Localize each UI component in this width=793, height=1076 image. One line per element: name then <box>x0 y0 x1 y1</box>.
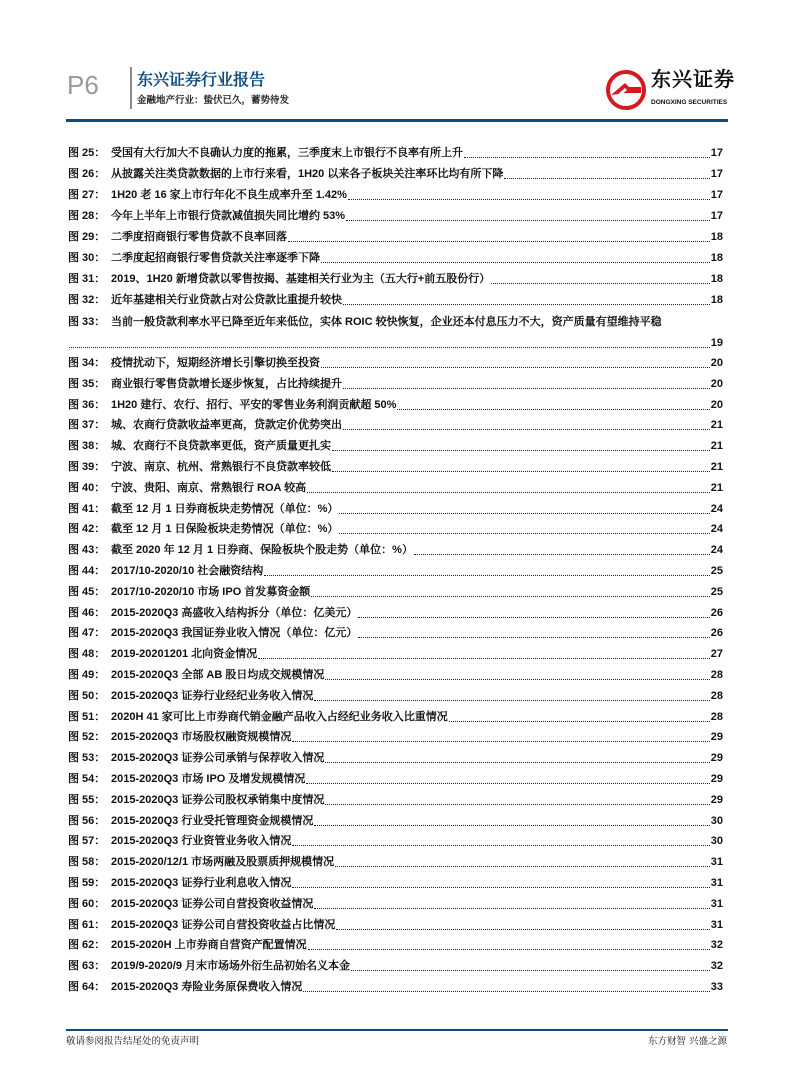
figure-number: 图 53： <box>68 752 106 765</box>
figure-number: 图 37： <box>68 419 106 432</box>
figure-title: 2015-2020Q3 市场股权融资规模情况 <box>111 731 292 744</box>
figure-title: 2015-2020Q3 证券公司自营投资收益情况 <box>111 897 314 910</box>
toc-entry[interactable] <box>68 751 723 766</box>
figure-number: 图 34： <box>68 357 106 369</box>
page-number: 33 <box>710 981 723 993</box>
figure-title: 2015-2020Q3 高盛收入结构拆分（单位：亿美元） <box>111 606 358 619</box>
dot-leader <box>332 471 710 472</box>
figure-title: 2017/10-2020/10 社会融资结构 <box>111 565 264 577</box>
toc-entry[interactable] <box>68 626 723 641</box>
company-logo <box>605 68 735 112</box>
dot-leader <box>336 929 709 930</box>
figure-title: 二季度起招商银行零售贷款关注率逐季下降 <box>111 252 320 264</box>
toc-entry-continuation[interactable] <box>68 336 723 351</box>
figure-title: 城、农商行不良贷款率更低，资产质量更扎实 <box>111 440 331 453</box>
page-number: 31 <box>710 918 723 931</box>
figure-title: 2017/10-2020/10 市场 IPO 首发募资金额 <box>111 585 311 598</box>
toc-entry[interactable] <box>68 585 723 600</box>
figure-number: 图 52： <box>68 731 106 744</box>
logo-subtext: DONGXING SECURITIES <box>651 99 728 106</box>
figure-number: 图 44： <box>68 565 106 577</box>
toc-entry[interactable] <box>68 730 723 745</box>
dot-leader <box>321 367 710 368</box>
toc-entry[interactable] <box>68 772 723 787</box>
toc-entry[interactable] <box>68 481 723 496</box>
figure-title: 从披露关注类贷款数据的上市行来看，1H20 以来各子板块关注率环比均有所下降 <box>111 168 504 180</box>
page-number: 24 <box>710 502 723 515</box>
footer-slogan: 东方财智 兴盛之源 <box>647 1036 727 1047</box>
dot-leader <box>343 388 710 389</box>
page-number: 24 <box>710 544 723 557</box>
figure-number: 图 58： <box>68 856 106 869</box>
page-number: 20 <box>710 377 723 390</box>
toc-entry[interactable] <box>68 564 723 579</box>
toc-entry[interactable] <box>68 418 723 433</box>
toc-entry[interactable] <box>68 377 723 392</box>
toc-entry[interactable] <box>68 502 723 517</box>
figure-number: 图 30： <box>68 252 106 264</box>
page-number: P6 <box>67 70 99 100</box>
dot-leader <box>491 283 710 284</box>
page-number: 30 <box>710 814 723 827</box>
figure-title: 2019、1H20 新增贷款以零售按揭、基建相关行业为主（五大行+前五股份行） <box>111 273 491 285</box>
figure-number: 图 50： <box>68 689 106 702</box>
page-number: 25 <box>710 565 723 577</box>
dot-leader <box>325 762 709 763</box>
page-number: 29 <box>710 773 723 785</box>
dot-leader <box>69 347 710 348</box>
dot-leader <box>358 637 709 638</box>
toc-entry[interactable] <box>68 146 723 161</box>
page-number: 29 <box>710 752 723 765</box>
page-number: 24 <box>710 523 723 536</box>
page-number: 18 <box>710 273 723 285</box>
page-number: 25 <box>710 585 723 598</box>
page-number: 21 <box>710 461 723 473</box>
figure-title: 2015-2020/12/1 市场两融及股票质押规模情况 <box>111 856 335 869</box>
figure-number: 图 59： <box>68 877 106 889</box>
toc-entry[interactable] <box>68 814 723 829</box>
figure-number: 图 25： <box>68 147 106 159</box>
page-number: 17 <box>710 189 723 201</box>
page-number: 32 <box>710 960 723 973</box>
dot-leader <box>325 804 709 805</box>
figure-title: 今年上半年上市银行贷款减值损失同比增约 53% <box>111 210 346 222</box>
figure-title: 2015-2020Q3 行业资管业务收入情况 <box>111 835 292 848</box>
toc-entry[interactable] <box>68 356 723 371</box>
figure-title: 近年基建相关行业贷款占对公贷款比重提升较快 <box>111 294 342 306</box>
dot-leader <box>303 991 709 992</box>
dot-leader <box>325 679 709 680</box>
toc-entry[interactable] <box>68 439 723 454</box>
header-rule <box>66 119 728 122</box>
figure-number: 图 54： <box>68 773 106 785</box>
dot-leader <box>348 199 710 200</box>
page-number: 26 <box>710 606 723 619</box>
dot-leader <box>292 845 709 846</box>
page-number: 28 <box>710 710 723 723</box>
figure-number: 图 35： <box>68 377 106 390</box>
figure-title: 二季度招商银行零售贷款不良率回落 <box>111 231 287 243</box>
dot-leader <box>264 575 710 576</box>
dot-leader <box>343 304 710 305</box>
toc-entry[interactable] <box>68 460 723 475</box>
toc-entry[interactable] <box>68 543 723 558</box>
dot-leader <box>339 533 709 534</box>
footer-disclaimer: 敬请参阅报告结尾处的免责声明 <box>66 1036 200 1047</box>
dot-leader <box>332 450 710 451</box>
dot-leader <box>397 409 709 410</box>
figure-number: 图 27： <box>68 189 106 201</box>
figure-title: 2015-2020Q3 证券公司承销与保荐收入情况 <box>111 752 325 765</box>
figure-title: 截至 12 月 1 日保险板块走势情况（单位：%） <box>111 523 339 536</box>
figure-number: 图 63： <box>68 960 106 973</box>
figure-title: 2015-2020Q3 证券行业利息收入情况 <box>111 877 292 889</box>
figure-title: 截至 2020 年 12 月 1 日券商、保险板块个股走势（单位：%） <box>111 544 413 557</box>
figure-number: 图 32： <box>68 294 106 306</box>
figure-number: 图 26： <box>68 168 106 180</box>
dot-leader <box>307 492 710 493</box>
figure-number: 图 33： <box>68 316 106 328</box>
dot-leader <box>449 721 710 722</box>
figure-title: 商业银行零售贷款增长逐步恢复，占比持续提升 <box>111 377 342 390</box>
figure-title: 2015-2020Q3 市场 IPO 及增发规模情况 <box>111 773 306 785</box>
footer-rule <box>66 1029 728 1031</box>
figure-number: 图 61： <box>68 918 106 931</box>
figure-title: 2019-20201201 北向资金情况 <box>111 648 258 661</box>
figure-title: 2020H 41 家可比上市券商代销金融产品收入占经纪业务收入比重情况 <box>111 710 448 723</box>
page-number: 17 <box>710 210 723 222</box>
figure-number: 图 47： <box>68 627 106 640</box>
logo-emblem-icon <box>605 69 647 111</box>
figure-number: 图 41： <box>68 502 106 515</box>
figure-title: 2015-2020Q3 我国证券业收入情况（单位：亿元） <box>111 627 358 640</box>
dot-leader <box>306 783 709 784</box>
toc-entry[interactable] <box>68 938 723 953</box>
figure-number: 图 43： <box>68 544 106 557</box>
page-number: 20 <box>710 398 723 411</box>
figure-title: 城、农商行贷款收益率更高，贷款定价优势突出 <box>111 419 342 432</box>
logo-text: 东兴证券 <box>651 69 735 91</box>
figure-number: 图 45： <box>68 585 106 598</box>
toc-entry[interactable] <box>68 398 723 413</box>
page-number: 21 <box>710 419 723 432</box>
report-subtitle: 金融地产行业：蛰伏已久，蓄势待发 <box>137 95 290 106</box>
toc-entry[interactable] <box>68 689 723 704</box>
page-number: 20 <box>710 357 723 369</box>
figure-title: 2015-2020Q3 证券公司自营投资收益占比情况 <box>111 918 336 931</box>
dot-leader <box>311 596 709 597</box>
toc-entry[interactable] <box>68 834 723 849</box>
figure-title: 2015-2020Q3 全部 AB 股日均成交规模情况 <box>111 669 325 681</box>
toc-entry[interactable] <box>68 315 723 330</box>
page-number: 21 <box>710 481 723 494</box>
figure-title: 2015-2020Q3 证券公司股权承销集中度情况 <box>111 793 325 806</box>
toc-entry[interactable] <box>68 209 723 224</box>
dot-leader <box>346 220 710 221</box>
figure-title: 2015-2020Q3 行业受托管理资金规模情况 <box>111 814 314 827</box>
figure-number: 图 55： <box>68 793 106 806</box>
figure-title: 截至 12 月 1 日券商板块走势情况（单位：%） <box>111 502 339 515</box>
figure-number: 图 38： <box>68 440 106 453</box>
dot-leader <box>339 513 709 514</box>
dot-leader <box>258 658 710 659</box>
figure-number: 图 39： <box>68 461 106 473</box>
page-number: 21 <box>710 440 723 453</box>
figure-title: 2019/9-2020/9 月末市场场外衍生品初始名义本金 <box>111 960 351 973</box>
toc-entry[interactable] <box>68 522 723 537</box>
page-number: 18 <box>710 252 723 264</box>
figure-number: 图 57： <box>68 835 106 848</box>
figure-number: 图 46： <box>68 606 106 619</box>
figure-number: 图 36： <box>68 398 106 411</box>
dot-leader <box>292 887 709 888</box>
toc-entry[interactable] <box>68 606 723 621</box>
page-number: 32 <box>710 939 723 952</box>
dot-leader <box>314 908 709 909</box>
toc-entry[interactable] <box>68 293 723 308</box>
figure-title: 宁波、南京、杭州、常熟银行不良贷款率较低 <box>111 461 331 473</box>
toc-entry[interactable] <box>68 876 723 891</box>
figure-number: 图 51： <box>68 710 106 723</box>
page-number: 26 <box>710 627 723 640</box>
page-number: 18 <box>710 294 723 306</box>
page-number: 17 <box>710 147 723 159</box>
figure-number: 图 28： <box>68 210 106 222</box>
dot-leader <box>335 866 710 867</box>
dot-leader <box>504 178 709 179</box>
page-number: 28 <box>710 669 723 681</box>
dot-leader <box>351 970 710 971</box>
toc-entry[interactable] <box>68 647 723 662</box>
figure-number: 图 60： <box>68 897 106 910</box>
toc-entry[interactable] <box>68 793 723 808</box>
dot-leader <box>314 825 709 826</box>
dot-leader <box>308 949 710 950</box>
figure-number: 图 31： <box>68 273 106 285</box>
toc-entry[interactable] <box>68 710 723 725</box>
dot-leader <box>343 429 710 430</box>
dot-leader <box>288 241 710 242</box>
dot-leader <box>321 262 710 263</box>
toc-entry[interactable] <box>68 230 723 245</box>
page-number: 19 <box>710 337 723 349</box>
figure-title: 宁波、贵阳、南京、常熟银行 ROA 较高 <box>111 481 307 494</box>
toc-entry[interactable] <box>68 855 723 870</box>
dot-leader <box>414 554 710 555</box>
figure-title: 1H20 建行、农行、招行、平安的零售业务利润贡献超 50% <box>111 398 397 411</box>
page-number: 30 <box>710 835 723 848</box>
page-number: 31 <box>710 877 723 889</box>
figure-number: 图 49： <box>68 669 106 681</box>
figure-title: 当前一般贷款利率水平已降至近年来低位，实体 ROIC 较快恢复，企业还本付息压力不大，资产质量有望维持平稳 <box>111 316 662 328</box>
toc-entry[interactable] <box>68 251 723 266</box>
page-number: 31 <box>710 856 723 869</box>
figure-title: 2015-2020Q3 证券行业经纪业务收入情况 <box>111 689 314 702</box>
toc-entry[interactable] <box>68 668 723 683</box>
page-number: 28 <box>710 689 723 702</box>
page-number: 29 <box>710 731 723 744</box>
toc-entry[interactable] <box>68 918 723 933</box>
figure-number: 图 29： <box>68 231 106 243</box>
header-divider <box>130 67 132 109</box>
toc-entry[interactable] <box>68 188 723 203</box>
page-number: 17 <box>710 168 723 180</box>
toc-entry[interactable] <box>68 897 723 912</box>
figure-number: 图 64： <box>68 981 106 993</box>
report-title: 东兴证券行业报告 <box>137 72 266 89</box>
toc-entry[interactable] <box>68 272 723 287</box>
figure-title: 疫情扰动下，短期经济增长引擎切换至投资 <box>111 357 320 369</box>
dot-leader <box>358 617 709 618</box>
figure-number: 图 48： <box>68 648 106 661</box>
toc-entry[interactable] <box>68 980 723 995</box>
page-number: 29 <box>710 793 723 806</box>
figure-number: 图 40： <box>68 481 106 494</box>
figure-title: 2015-2020Q3 寿险业务原保费收入情况 <box>111 981 303 993</box>
toc-entry[interactable] <box>68 167 723 182</box>
dot-leader <box>292 741 709 742</box>
figure-title: 受国有大行加大不良确认力度的拖累，三季度末上市银行不良率有所上升 <box>111 147 463 159</box>
page-number: 31 <box>710 897 723 910</box>
page-number: 27 <box>710 648 723 661</box>
figure-number: 图 62： <box>68 939 106 952</box>
page-number: 18 <box>710 231 723 243</box>
figure-number: 图 42： <box>68 523 106 536</box>
figure-title: 2015-2020H 上市券商自营资产配置情况 <box>111 939 307 952</box>
dot-leader <box>464 157 710 158</box>
toc-entry[interactable] <box>68 959 723 974</box>
figure-title: 1H20 老 16 家上市行年化不良生成率升至 1.42% <box>111 189 347 201</box>
figure-number: 图 56： <box>68 814 106 827</box>
dot-leader <box>314 700 709 701</box>
